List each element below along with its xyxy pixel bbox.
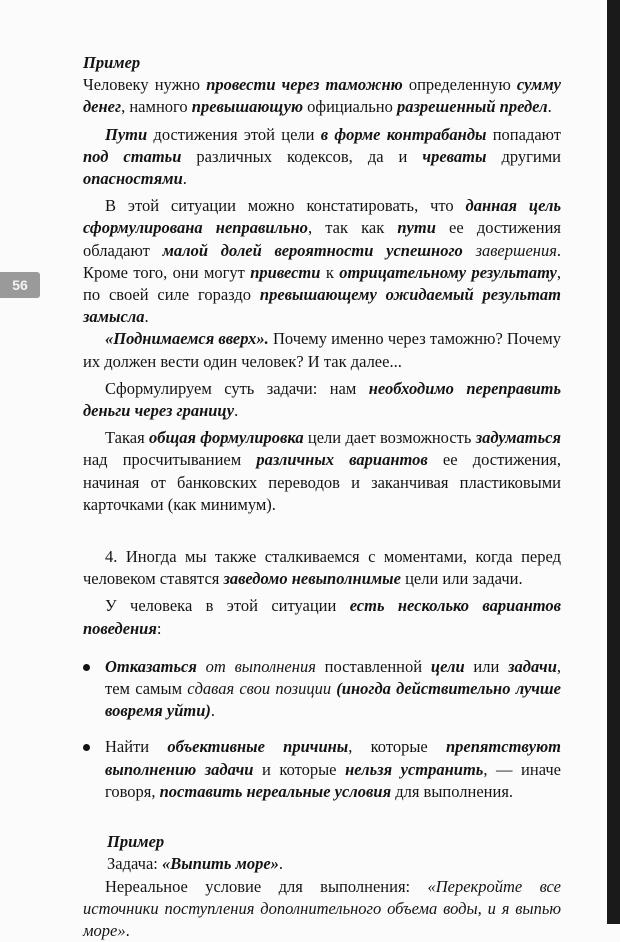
text-run: попадают — [486, 125, 561, 144]
paragraph — [83, 328, 561, 372]
text-run: У человека в этой ситуации — [105, 596, 350, 615]
emphasis-bold-italic: разрешенный предел — [397, 97, 548, 116]
bullet-icon — [83, 744, 90, 751]
emphasis-bold-italic: «Поднимаемся вверх». — [105, 329, 269, 348]
list-item-text — [105, 737, 561, 800]
text-run: цели дает возможность — [304, 428, 476, 447]
emphasis-bold-italic: есть несколько вариантов поведения — [83, 596, 561, 637]
emphasis-bold-italic: объективные причины — [167, 737, 348, 756]
emphasis-bold-italic: цели — [431, 657, 465, 676]
text-run: к — [320, 263, 339, 282]
bullet-icon — [83, 664, 90, 671]
paragraph — [83, 195, 561, 328]
paragraph — [83, 124, 561, 191]
text-run: . Кроме того, они могут — [83, 241, 561, 282]
example-block — [107, 831, 561, 875]
text-run: 4. Иногда мы также сталкиваемся с моментами, когда перед человеком ставятся — [83, 547, 561, 588]
list-item-text — [105, 657, 561, 720]
emphasis-italic: от выполнения — [206, 657, 316, 676]
page-number-tab: 56 — [0, 272, 40, 298]
emphasis-bold-italic: Пути — [105, 125, 147, 144]
text-run: , тем самым — [105, 657, 561, 698]
emphasis-bold-italic: под статьи — [83, 147, 181, 166]
emphasis-bold-italic: привести — [250, 263, 320, 282]
emphasis-bold-italic: (иногда действительно лучше вовремя уйти) — [105, 679, 561, 720]
text-run: определенную — [403, 75, 517, 94]
text-run: В этой ситуации можно констатировать, что — [105, 196, 466, 215]
text-run: , намного — [121, 97, 192, 116]
condition-quote: «Перекройте все источники поступления дополнительного объема воды, и я выпью море» — [83, 877, 561, 940]
text-run: над просчитыванием — [83, 450, 256, 469]
emphasis-bold-italic: провести через таможню — [206, 75, 402, 94]
emphasis-bold-italic: сумму денег — [83, 75, 561, 116]
text-run: ее достижения, начиная от банковских переводов и заканчивая пластиковыми карточками (как минимум). — [83, 450, 561, 513]
emphasis-bold-italic: нельзя устранить — [345, 760, 483, 779]
list-item — [83, 736, 561, 803]
emphasis-bold-italic: превышающему ожидаемый результат замысла — [83, 285, 561, 326]
text-run: . — [548, 97, 552, 116]
paragraph — [83, 595, 561, 639]
text-run: Почему именно через таможню? Почему их должен вести один человек? И так далее... — [83, 329, 561, 370]
text-run: , — иначе говоря, — [105, 760, 561, 801]
text-run: другими — [486, 147, 561, 166]
emphasis-bold-italic: необходимо переправить деньги через границу — [83, 379, 561, 420]
emphasis-bold-italic: задачи — [508, 657, 557, 676]
text-run: цели или задачи. — [401, 569, 523, 588]
task-label: Задача: — [107, 854, 162, 873]
emphasis-bold-italic: в форме контрабанды — [321, 125, 487, 144]
paragraph — [83, 546, 561, 590]
page-edge-shadow — [607, 0, 620, 924]
text-run: официально — [303, 97, 397, 116]
text-run: или — [465, 657, 509, 676]
text-run: для выполнения. — [391, 782, 513, 801]
emphasis-bold-italic: превышающую — [192, 97, 303, 116]
paragraph — [83, 74, 561, 118]
paragraph — [83, 378, 561, 422]
example-heading: Пример — [107, 831, 561, 853]
task-end: . — [279, 854, 283, 873]
text-run — [463, 241, 476, 260]
paragraph — [83, 427, 561, 516]
task-quote: «Выпить море» — [162, 854, 279, 873]
emphasis-bold-italic: препятствуют выполнению задачи — [105, 737, 561, 778]
text-run: поставленной — [316, 657, 431, 676]
list-item — [83, 656, 561, 723]
emphasis-bold-italic: задуматься — [476, 428, 561, 447]
text-run: Человеку нужно — [83, 75, 206, 94]
example-heading: Пример — [83, 52, 561, 74]
text-run: . — [234, 401, 238, 420]
emphasis-bold-italic: Отказаться — [105, 657, 197, 676]
emphasis-bold-italic: общая формулировка — [149, 428, 304, 447]
text-run: ее достижения обладают — [83, 218, 561, 259]
emphasis-bold-italic: поставить нереальные условия — [160, 782, 391, 801]
task-line — [107, 853, 561, 875]
page-text — [83, 52, 561, 942]
condition-paragraph — [83, 876, 561, 942]
emphasis-italic: завершения — [476, 241, 557, 260]
text-run — [197, 657, 206, 676]
text-run: : — [157, 619, 162, 638]
text-run: , которые — [348, 737, 446, 756]
emphasis-bold-italic: данная цель сформулирована неправильно — [83, 196, 561, 237]
text-run: достижения этой цели — [147, 125, 321, 144]
bullet-list — [83, 656, 561, 803]
emphasis-bold-italic: отрицательному результату — [339, 263, 557, 282]
text-run: различных кодексов, да и — [181, 147, 422, 166]
text-run: Найти — [105, 737, 167, 756]
text-run: Сформулируем суть задачи: нам — [105, 379, 369, 398]
emphasis-bold-italic: чреваты — [422, 147, 486, 166]
text-run: , так как — [308, 218, 397, 237]
condition-end: . — [126, 921, 130, 940]
emphasis-bold-italic: заведомо невыполнимые — [223, 569, 400, 588]
emphasis-italic: сдавая свои позиции — [187, 679, 331, 698]
emphasis-bold-italic: пути — [397, 218, 436, 237]
text-run: . — [144, 307, 148, 326]
text-run: и которые — [253, 760, 345, 779]
text-run: , по своей силе гораздо — [83, 263, 561, 304]
emphasis-bold-italic: опасностями — [83, 169, 183, 188]
condition-label: Нереальное условие для выполнения: — [105, 877, 427, 896]
text-run: Такая — [105, 428, 149, 447]
text-run: . — [183, 169, 187, 188]
emphasis-bold-italic: различных вариантов — [256, 450, 427, 469]
text-run: . — [211, 701, 215, 720]
emphasis-bold-italic: малой долей вероятности успешного — [163, 241, 463, 260]
